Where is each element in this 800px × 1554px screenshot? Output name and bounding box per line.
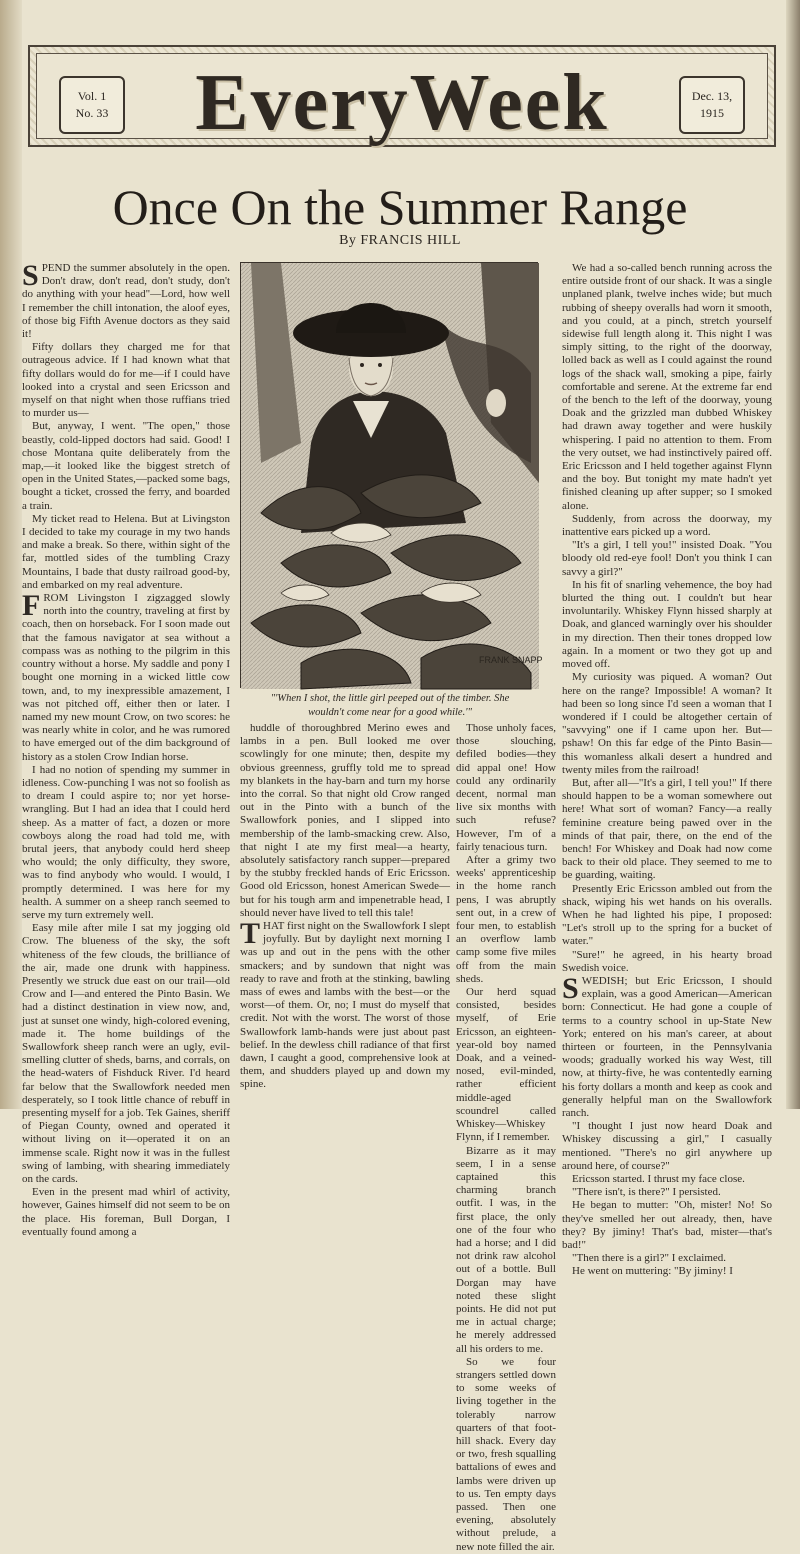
paragraph-text: But, after all—"It's a girl, I tell you!" If there should happen to be a woman somewhere out here! What sort of woman? Fancy—a really feminine creature being pawed over in the minds of that pair, there, on the end of the bench! For Whiskey and Doak had now come back to their old place. They seemed to me to be guarding, waiting. — [562, 776, 772, 882]
paragraph — [562, 949, 772, 975]
paragraph-text: After a grimy two weeks' apprenticeship in the home ranch pens, I was abruptly sent out, in a crew of four men, to establish an overflow lamb camp some five miles off from the main sheds. — [456, 854, 556, 985]
paragraph-text: In his fit of snarling vehemence, the boy had blurted the thing out. I couldn't but hear involuntarily. Whiskey Flynn hissed sharply at Doak, and glanced warningly over his shoulder in my direction. Then their tones dropped low again. In a moment or two they got up and moved off. — [562, 578, 772, 671]
text-column-3 — [456, 722, 556, 1553]
paragraph — [22, 420, 230, 512]
paragraph-text: We had a so-called bench running across the entire outside front of our shack. It was a single unplaned plank, twelve inches wide; but much rubbing of sheepy overalls had worn it smooth, and you could, at a pinch, stretch yourself sidewise full length along it. This night I was simply sitting, to the right of the doorway, lolled back as well as I could against the round logs of the shack wall, smoking a pipe, fairly comfortable and serene. At the extreme far end of the bench to the left of the doorway, young Doak and the grizzled man dubbed Whiskey had drawn away together and were huskily whispering. I paid no attention to them. From the very outset, we had instinctively paired off. Eric Ericsson and I held together against Flynn and the boy. But tonight my mate hadn't yet finished cleaning up after supper; so I smoked alone. — [562, 262, 772, 512]
paragraph-text: Suddenly, from across the doorway, my inattentive ears picked up a word. — [562, 512, 772, 539]
paragraph — [22, 341, 230, 420]
byline: By FRANCIS HILL — [339, 233, 461, 248]
paragraph — [22, 259, 230, 341]
drop-cap: T — [240, 917, 261, 951]
paragraph-text: huddle of thoroughbred Merino ewes and lambs in a pen. Bull looked me over scowlingly for one minute; then, despite my obvious greenness, gruffly told me to spread my blankets in the hay-barn and turn my horse into the corral. So that night old Crow ranged out in the Pinto with a bunch of the Swallowfork ponies, and I slipped into membership of the lamb-smacking crew. Also, that night I ate my first meal—a hearty, absolutely satisfactory ranch supper—prepared by the stubby freckled hands of Eric Ericsson. Good old Ericsson, honest American Swede—but for his tough arm and impenetrable head, I should never have lived to tell this tale! — [240, 722, 450, 919]
paragraph — [562, 539, 772, 579]
paragraph — [22, 513, 230, 592]
paragraph-text: Even in the present mad whirl of activity, however, Gaines himself did not seem to be on the place. His foreman, Bull Dorgan, I eventually found among a — [22, 1186, 230, 1238]
paragraph — [562, 1120, 772, 1173]
drop-cap: S — [562, 971, 579, 1005]
paragraph — [456, 854, 556, 986]
paragraph — [456, 1356, 556, 1554]
paragraph — [562, 671, 772, 777]
text-column-1 — [22, 259, 230, 1238]
paragraph — [562, 883, 772, 949]
paragraph — [562, 1265, 772, 1278]
text-column-2 — [240, 722, 450, 1100]
issue-number: No. 33 — [75, 106, 109, 120]
paragraph — [456, 722, 556, 854]
paragraph-text: I had no notion of spending my summer in idleness. Cow-punching I was not so foolish as to dream I could aspire to; nor yet horse-wrangling. But I had an idea that I could herd sheep. As a matter of fact, a dozen or more cowboys along the road had told me, with brutal jeers, that anybody could herd sheep who would; the only difficulty, they swore, was to find anybody who would. I would, I promptly determined. I was here for my health. A summer on a sheep ranch seemed to serve my turn extremely well. — [22, 763, 230, 921]
paragraph-text: My ticket read to Helena. But at Livingston I decided to take my courage in my two hands and make a break. So there, within sight of the far, mottled sides of the tumbling Crazy Mountains, I bade that dusty railroad good-by, and embarked on my real adventure. — [22, 512, 230, 591]
paragraph — [456, 986, 556, 1144]
article-title: Once On the Summer Range — [112, 179, 688, 235]
paragraph — [456, 1145, 556, 1356]
illustration-caption: "'When I shot, the little girl peeped out of the timber. She wouldn't come near for a good while.'" — [270, 693, 510, 718]
paragraph-text: But, anyway, I went. "The open," those beastly, cold-lipped doctors had said. Good! I chose Montana quite deliberately from the map,—it looked like the biggest stretch of open in the United States,—packed some bags, bought a ticket, crossed the ferry, and boarded a train. — [22, 420, 230, 512]
masthead-title: EveryWeek — [195, 59, 609, 147]
paragraph — [240, 917, 450, 1092]
paragraph — [22, 764, 230, 922]
paragraph-text: Easy mile after mile I sat my jogging old Crow. The blueness of the sky, the soft whiteness of the few clouds, the brilliance of the air, made one drunk with happiness. Presently we struck due east on our trail—old Crow and I—and entered the Pinto Basin. We had a distinct destination in view now, and, just at sunset one windy, high-colored evening, made it. The home buildings of the Swallowfork sheep ranch were an ugly, evil-smelling clutter of sheds, barns, and corrals, on the head-waters of Fishduck River. I'd heard far below that the Swallowfork needed men desperately, so I took little chance of rebuff in presenting myself for a job. Tek Gaines, sheriff of Piegan County, owned and operated it without living on it—operated it on an immense scale. Right now it was in the fullest swing of lambing, with shearing immediately on the cards. — [22, 922, 230, 1186]
volume-box — [59, 76, 125, 134]
woman-in-foliage-illustration — [241, 263, 543, 689]
paragraph-text: So we four strangers settled down to some weeks of living together in the tolerably narrow quarters of that foot-hill shack. Every day or two, fresh squalling battalions of ewes and lambs were driven up to us. Ten empty days passed. Then one evening, absolutely without prelude, a new note filled the air. — [456, 1355, 556, 1553]
paragraph-text: Our herd squad consisted, besides myself, of Erie Ericsson, an eighteen-year-old boy named Doak, and a veined-nosed, evil-minded, rather efficient middle-aged scoundrel called Whiskey—Whiskey Flynn, if I remember. — [456, 986, 556, 1144]
page-edge-right — [786, 0, 800, 1109]
page-edge-left — [0, 0, 22, 1109]
paragraph — [562, 1173, 772, 1186]
paragraph-text: My curiosity was piqued. A woman? Out here on the range? Impossible! A woman? It had been so long since I'd seen a woman that I wondered if I could be altogether certain of "savvying" one if I came upon her. But—pshaw! On this far edge of the Pinto Basin—this womanless alkali desert a hundred and twenty miles from the railroad! — [562, 671, 772, 776]
paragraph — [562, 971, 772, 1120]
paragraph — [240, 722, 450, 920]
masthead-frame — [36, 53, 768, 147]
paragraph-text: ROM Livingston I zigzagged slowly north into the country, traveling at first by coach, then on horseback. For I soon made out that the famous navigator at sea without a compass was as nothing to the pilgrim in this country without a horse. My saddle and pony I bought one morning in a wicked little cow town, and, to my inexpressible amazement, I was not pitched off, either then or later. I named my new mount Crow, on two scores: he was nearly white in color, and he was rumored to have emerged out of the dim background of history as a stolen Crow Indian horse. — [22, 592, 230, 763]
volume-label: Vol. 1 — [77, 89, 107, 103]
paragraph — [562, 777, 772, 883]
paragraph-text: PEND the summer absolutely in the open. Don't draw, don't read, don't study, don't do anything with your head"—Lord, how well I remember the chill intonation, the aloof eyes, of those big Fifth Avenue doctors as they said it! — [22, 262, 230, 341]
issue-date: Dec. 13, — [691, 89, 733, 103]
illustration — [240, 262, 543, 688]
paragraph-text: HAT first night on the Swallowfork I slept joyfully. But by daylight next morning I was up and out in the pens with the other smackers; and by sundown that night was ready to rave and froth at the stinking, bawling mass of ewes and lambs with the best—or the worst—of them. Or, no; I must do myself that credit. Not with the worst. The worst of those Swallowfork lamb-hands were just about past belief. In the dewless chill radiance of that first dawn, I caught a good, comprehensive look at them, and shudders played up and down my spine. — [240, 920, 450, 1091]
date-box — [679, 76, 745, 134]
paragraph-text: WEDISH; but Eric Ericsson, I should explain, was a good American—American born: Connecticut. He had gone a couple of terms to a country school in up-State New York; entered on his man's career, at about thirteen or fourteen, in the Pennsylvania woods; gradually worked his way West, till now, at thirty-five, he was contentedly earning his forty dollars a month and keep as cook and generally helpful man on the Swallowfork ranch. — [562, 974, 772, 1119]
artist-signature: FRANK SNAPP — [479, 655, 543, 665]
paragraph-text: Those unholy faces, those slouching, defiled bodies—they did appal one! How could any ordinarily decent, normal man live six months with such refuse? However, I'm of a fairly tenacious turn. — [456, 722, 556, 853]
paragraph — [562, 1252, 772, 1265]
text-column-4 — [562, 262, 772, 1278]
masthead — [28, 45, 776, 147]
issue-year: 1915 — [700, 106, 724, 120]
paragraph-text: Presently Eric Ericsson ambled out from the shack, wiping his wet hands on his overalls. When he had lighted his pipe, I proposed: "Let's stroll up to the spring for a bucket of water." — [562, 882, 772, 948]
paragraph — [562, 579, 772, 671]
paragraph-text: Ericsson started. I thrust my face close. — [572, 1173, 745, 1186]
paragraph — [22, 589, 230, 764]
drop-cap: S — [22, 259, 39, 292]
paragraph — [562, 1186, 772, 1199]
paragraph-text: Fifty dollars they charged me for that outrageous advice. If I had known what that fifty dollars would do for me—if I could have looked into a crystal and seen Ericsson and myself on that night when those ruffians tried to murder us— — [22, 341, 230, 420]
paragraph-text: "I thought I just now heard Doak and Whiskey discussing a girl," I casually mentioned. "There's no girl anywhere up around here, of course?" — [562, 1120, 772, 1172]
paragraph — [562, 262, 772, 513]
paragraph — [562, 513, 772, 539]
paragraph-text: "There isn't, is there?" I persisted. — [572, 1186, 721, 1199]
paragraph — [22, 1186, 230, 1239]
paragraph — [22, 922, 230, 1186]
paragraph — [562, 1199, 772, 1252]
paragraph-text: Bizarre as it may seem, I in a sense captained this charming branch outfit. I was, in the first place, the only one of the four who had a horse; and I did not drink raw alcohol out of a bottle. Bull Dorgan may have noted these slight points. He did not put me in actual charge; he merely addressed all his orders to me. — [456, 1144, 556, 1355]
paragraph-text: "Then there is a girl?" I exclaimed. — [572, 1252, 727, 1265]
paragraph-text: "It's a girl, I tell you!" insisted Doak. "You bloody old red-eye fool! Don't you think I can savvy a girl?" — [562, 539, 772, 578]
paragraph-text: He went on muttering: "By jiminy! I — [572, 1265, 733, 1278]
paragraph-text: He began to mutter: "Oh, mister! No! So they've smelled her out already, then, have they? By jiminy! That's bad, mister—that's bad!" — [562, 1199, 772, 1252]
drop-cap: F — [22, 589, 41, 623]
paragraph-text: "Sure!" he agreed, in his hearty broad Swedish voice. — [562, 948, 772, 974]
